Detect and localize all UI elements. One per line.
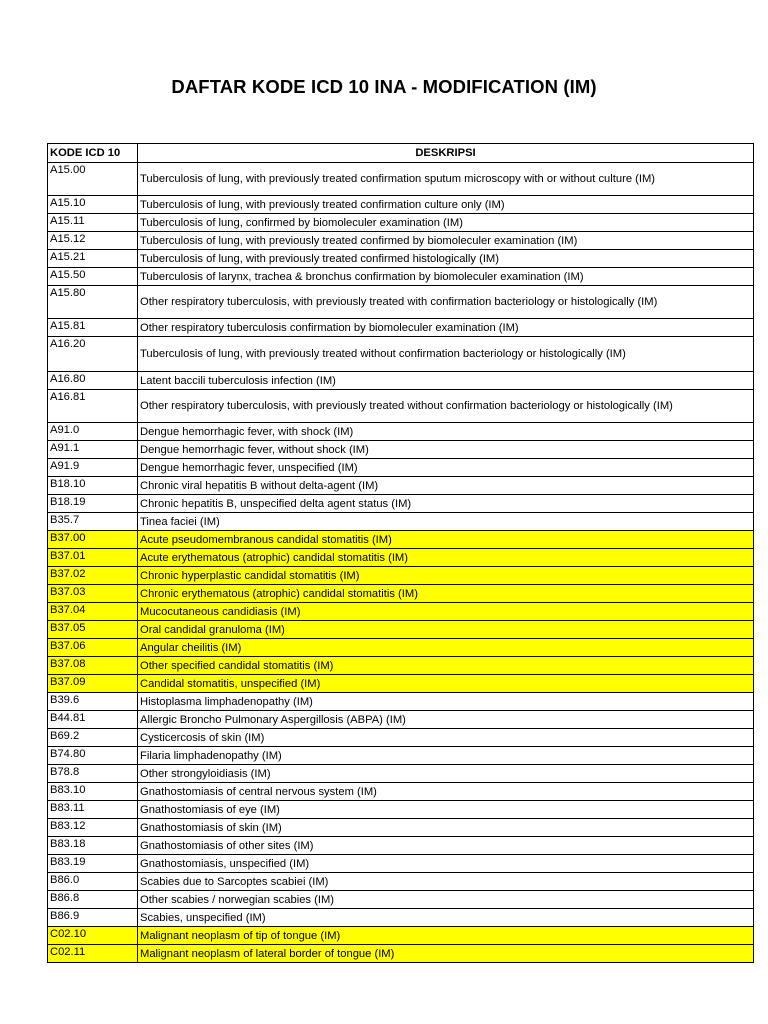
description-cell: Allergic Broncho Pulmonary Aspergillosis (ABPA) (IM) — [138, 711, 754, 729]
icd-code-cell: B37.02 — [48, 567, 138, 585]
description-cell: Dengue hemorrhagic fever, with shock (IM) — [138, 423, 754, 441]
table-row — [48, 390, 754, 423]
icd-code-cell: B37.08 — [48, 657, 138, 675]
description-cell: Scabies, unspecified (IM) — [138, 909, 754, 927]
table-row — [48, 711, 754, 729]
table-row — [48, 585, 754, 603]
table-row — [48, 837, 754, 855]
table-row — [48, 286, 754, 319]
table-row — [48, 250, 754, 268]
description-cell: Candidal stomatitis, unspecified (IM) — [138, 675, 754, 693]
description-cell: Tuberculosis of lung, with previously treated confirmation sputum microscopy with or without culture (IM) — [138, 163, 754, 196]
document-title: DAFTAR KODE ICD 10 INA - MODIFICATION (IM) — [171, 76, 597, 97]
icd-code-cell: B37.06 — [48, 639, 138, 657]
icd-code-cell: A91.1 — [48, 441, 138, 459]
icd-code-cell: A16.80 — [48, 372, 138, 390]
description-cell: Tuberculosis of lung, with previously treated confirmed histologically (IM) — [138, 250, 754, 268]
description-cell: Other respiratory tuberculosis, with previously treated with confirmation bacteriology or histologically (IM) — [138, 286, 754, 319]
description-cell: Gnathostomiasis of skin (IM) — [138, 819, 754, 837]
table-row — [48, 639, 754, 657]
icd-code-cell: B37.01 — [48, 549, 138, 567]
description-cell: Other scabies / norwegian scabies (IM) — [138, 891, 754, 909]
table-row — [48, 675, 754, 693]
description-cell: Cysticercosis of skin (IM) — [138, 729, 754, 747]
description-cell: Tuberculosis of lung, with previously treated confirmed by biomoleculer examination (IM) — [138, 232, 754, 250]
description-cell: Gnathostomiasis of eye (IM) — [138, 801, 754, 819]
icd-code-cell: B86.0 — [48, 873, 138, 891]
table-row — [48, 459, 754, 477]
icd-code-cell: B78.8 — [48, 765, 138, 783]
table-body — [48, 163, 754, 963]
table-row — [48, 603, 754, 621]
table-row — [48, 927, 754, 945]
icd-code-cell: B83.11 — [48, 801, 138, 819]
icd-code-cell: B83.10 — [48, 783, 138, 801]
icd-code-cell: B18.19 — [48, 495, 138, 513]
table-row — [48, 747, 754, 765]
description-cell: Histoplasma limphadenopathy (IM) — [138, 693, 754, 711]
description-cell: Other specified candidal stomatitis (IM) — [138, 657, 754, 675]
description-cell: Gnathostomiasis of other sites (IM) — [138, 837, 754, 855]
description-cell: Tinea faciei (IM) — [138, 513, 754, 531]
table-row — [48, 319, 754, 337]
description-cell: Acute erythematous (atrophic) candidal stomatitis (IM) — [138, 549, 754, 567]
description-cell: Other strongyloidiasis (IM) — [138, 765, 754, 783]
table-row — [48, 423, 754, 441]
table-row — [48, 873, 754, 891]
table-row — [48, 621, 754, 639]
description-cell: Other respiratory tuberculosis, with previously treated without confirmation bacteriology or histologically (IM) — [138, 390, 754, 423]
description-cell: Gnathostomiasis of central nervous system (IM) — [138, 783, 754, 801]
icd-code-cell: B37.05 — [48, 621, 138, 639]
icd-code-cell: A15.11 — [48, 214, 138, 232]
icd-code-cell: B86.8 — [48, 891, 138, 909]
icd-code-cell: B37.00 — [48, 531, 138, 549]
icd-code-cell: B69.2 — [48, 729, 138, 747]
table-row — [48, 909, 754, 927]
description-cell: Scabies due to Sarcoptes scabiei (IM) — [138, 873, 754, 891]
table-row — [48, 657, 754, 675]
description-cell: Angular cheilitis (IM) — [138, 639, 754, 657]
table-row — [48, 729, 754, 747]
table-row — [48, 567, 754, 585]
table-row — [48, 513, 754, 531]
icd-code-cell: B37.09 — [48, 675, 138, 693]
description-cell: Latent baccili tuberculosis infection (IM) — [138, 372, 754, 390]
description-cell: Chronic hyperplastic candidal stomatitis (IM) — [138, 567, 754, 585]
header-description: DESKRIPSI — [138, 144, 754, 163]
description-cell: Dengue hemorrhagic fever, unspecified (IM) — [138, 459, 754, 477]
icd-code-cell: B83.19 — [48, 855, 138, 873]
table-row — [48, 495, 754, 513]
description-cell: Acute pseudomembranous candidal stomatitis (IM) — [138, 531, 754, 549]
description-cell: Tuberculosis of larynx, trachea & bronchus confirmation by biomoleculer examination (IM) — [138, 268, 754, 286]
table-row — [48, 196, 754, 214]
icd-code-cell: A91.0 — [48, 423, 138, 441]
table-row — [48, 891, 754, 909]
icd-code-cell: A15.10 — [48, 196, 138, 214]
icd-code-cell: A15.50 — [48, 268, 138, 286]
table-row — [48, 855, 754, 873]
icd-code-cell: A15.00 — [48, 163, 138, 196]
table-row — [48, 819, 754, 837]
icd-code-cell: B86.9 — [48, 909, 138, 927]
table-row — [48, 945, 754, 963]
icd-code-cell: C02.11 — [48, 945, 138, 963]
icd-code-cell: A91.9 — [48, 459, 138, 477]
description-cell: Mucocutaneous candidiasis (IM) — [138, 603, 754, 621]
table-row — [48, 337, 754, 372]
header-code: KODE ICD 10 — [48, 144, 138, 163]
table-row — [48, 477, 754, 495]
icd-code-cell: B83.18 — [48, 837, 138, 855]
icd-code-cell: C02.10 — [48, 927, 138, 945]
table-row — [48, 268, 754, 286]
icd-code-cell: A15.21 — [48, 250, 138, 268]
table-row — [48, 549, 754, 567]
table-row — [48, 372, 754, 390]
icd-code-cell: B39.6 — [48, 693, 138, 711]
table-header-row — [48, 144, 754, 163]
icd-code-cell: A16.20 — [48, 337, 138, 372]
table-row — [48, 783, 754, 801]
icd-code-cell: B35.7 — [48, 513, 138, 531]
description-cell: Tuberculosis of lung, confirmed by biomoleculer examination (IM) — [138, 214, 754, 232]
icd-code-cell: A15.12 — [48, 232, 138, 250]
table-row — [48, 214, 754, 232]
icd-code-cell: B37.04 — [48, 603, 138, 621]
description-cell: Tuberculosis of lung, with previously treated without confirmation bacteriology or histologically (IM) — [138, 337, 754, 372]
icd-code-cell: A15.81 — [48, 319, 138, 337]
description-cell: Oral candidal granuloma (IM) — [138, 621, 754, 639]
icd-code-cell: A15.80 — [48, 286, 138, 319]
table-row — [48, 693, 754, 711]
icd-code-cell: B18.10 — [48, 477, 138, 495]
table-row — [48, 441, 754, 459]
description-cell: Malignant neoplasm of lateral border of tongue (IM) — [138, 945, 754, 963]
table-row — [48, 531, 754, 549]
icd-code-cell: B44.81 — [48, 711, 138, 729]
icd-code-cell: B83.12 — [48, 819, 138, 837]
table-row — [48, 765, 754, 783]
table-row — [48, 801, 754, 819]
icd-code-cell: B74.80 — [48, 747, 138, 765]
icd-code-cell: B37.03 — [48, 585, 138, 603]
description-cell: Malignant neoplasm of tip of tongue (IM) — [138, 927, 754, 945]
description-cell: Chronic viral hepatitis B without delta-agent (IM) — [138, 477, 754, 495]
description-cell: Tuberculosis of lung, with previously treated confirmation culture only (IM) — [138, 196, 754, 214]
description-cell: Dengue hemorrhagic fever, without shock (IM) — [138, 441, 754, 459]
icd-code-cell: A16.81 — [48, 390, 138, 423]
description-cell: Gnathostomiasis, unspecified (IM) — [138, 855, 754, 873]
description-cell: Other respiratory tuberculosis confirmation by biomoleculer examination (IM) — [138, 319, 754, 337]
icd-code-table — [47, 143, 754, 963]
table-row — [48, 232, 754, 250]
table-row — [48, 163, 754, 196]
description-cell: Chronic hepatitis B, unspecified delta agent status (IM) — [138, 495, 754, 513]
description-cell: Chronic erythematous (atrophic) candidal stomatitis (IM) — [138, 585, 754, 603]
description-cell: Filaria limphadenopathy (IM) — [138, 747, 754, 765]
